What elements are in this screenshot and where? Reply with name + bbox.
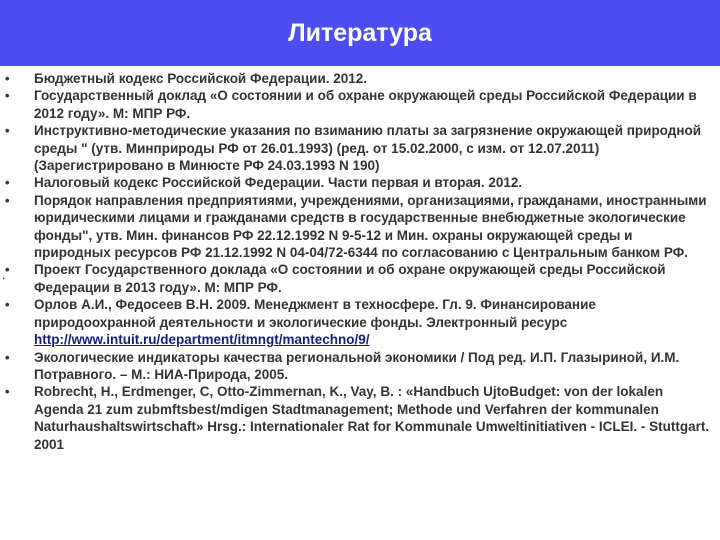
list-item [0,261,720,296]
bullet-icon: • [5,297,10,313]
list-item [0,70,720,87]
list-item [0,296,720,348]
reference-text: Налоговый кодекс Российской Федерации. Части первая и вторая. 2012. [34,175,523,191]
reference-text: Экологические индикаторы качества региональной экономики / Под ред. И.П. Глазыриной, И.М. Потравного. – М.: НИА-Природа, 2005. [34,349,680,382]
bullet-icon: • [5,262,10,278]
list-item [0,192,720,262]
reference-text: Robrecht, H., Erdmenger, C, Otto-Zimmernan, K., Vay, B. : «Handbuch UjtoBudget: von der lokalen Agenda 21 zum zubmftsbest/mdigen Stadtmanagement; Methode und Verfahren der kommunalen Naturhaushaltswirtschaft» Hrsg.: Internationaler Rat for Kommunale Umweltinitiativen - ICLEI. - Stuttgart. 2001 [34,384,710,452]
list-item [0,349,720,384]
resource-link[interactable]: http://www.intuit.ru/department/itmngt/mantechno/9/ [34,332,370,348]
bullet-icon: • [5,192,10,208]
bullet-icon: • [5,349,10,365]
bullet-icon: • [5,88,10,104]
reference-text: Бюджетный кодекс Российской Федерации. 2012. [34,71,368,86]
reference-text: Порядок направления предприятиями, учреждениями, организациями, гражданами, иностранными юридическими лицами и гражданами средств в государственные внебюджетные экологические фонды", утв. Мин. финансов РФ 22.12.1992 N 9-5-12 и Мин. охраны окружающей среды и природных ресурсов РФ 21.12.1992 N 04-04/72-6344 по согласованию с Центральным банком РФ. [34,192,707,261]
list-item [0,122,720,174]
title-bar [0,0,720,66]
reference-text: Орлов А.И., Федосеев В.Н. 2009. Менеджмент в техносфере. Гл. 9. Финансирование природоохранной деятельности и экологические фонды. Электронный ресурс [34,297,596,330]
stray-dot: . [2,268,6,282]
list-item [0,383,720,453]
reference-list [0,70,720,453]
bullet-icon: • [5,384,10,400]
list-item [0,87,720,122]
reference-text: Инструктивно-методические указания по взиманию платы за загрязнение окружающей природной среды " (утв. Минприроды РФ от 26.01.1993) (ред. от 15.02.2000, с изм. от 12.07.2011) (Зарегистрировано в Минюсте РФ 24.03.1993 N 190) [34,123,702,174]
bullet-icon: • [5,175,10,191]
reference-text: Проект Государственного доклада «О состоянии и об охране окружающей среды Российской Федерации в 2013 году». М: МПР РФ. [34,262,666,295]
list-item [0,174,720,191]
reference-text: Государственный доклад «О состоянии и об охране окружающей среды Российской Федерации в 2012 году». М: МПР РФ. [34,88,697,121]
page-title: Литература [288,18,432,47]
bullet-icon: • [5,71,10,86]
bullet-icon: • [5,123,10,139]
